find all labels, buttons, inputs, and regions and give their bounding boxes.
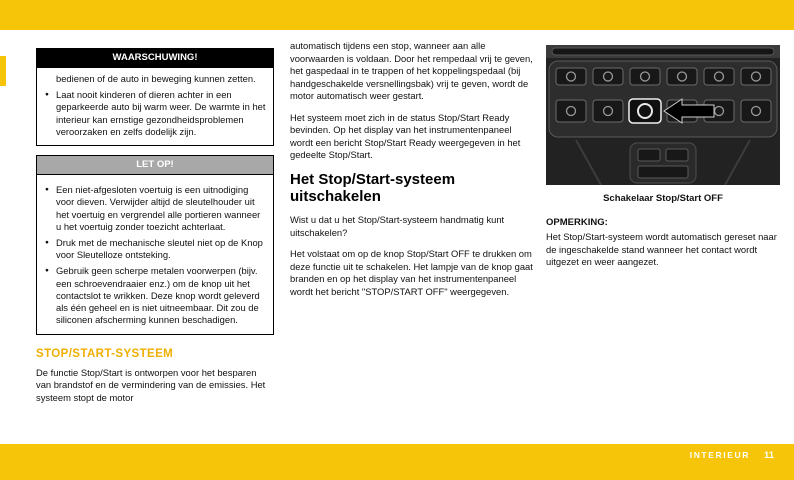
warning-continuation-text: bedienen of de auto in beweging kunnen zetten. xyxy=(56,73,256,84)
figure-caption: Schakelaar Stop/Start OFF xyxy=(603,193,723,204)
stop-start-continued-paragraph: automatisch tijdens een stop, wanneer aan alle voorwaarden is voldaan. Door het rempedaal vrij te geven, het gaspedaal in te trappen of het koppelingspedaal (bij handgeschakelde versnellingsbak) vrij te geven, wordt de motor automatisch weer gestart. xyxy=(290,40,533,101)
footer-section-label: INTERIEUR xyxy=(689,450,750,460)
stop-start-off-button xyxy=(629,99,661,123)
disable-how-paragraph: Het volstaat om op de knop Stop/Start OFF te drukken om deze functie uit te schakelen. Het lampje van de knop gaat branden en op het display van het instrumentenpaneel wordt het bericht "STOP/START OFF" weergegeven. xyxy=(290,248,533,297)
warning-list xyxy=(45,89,267,138)
right-column xyxy=(546,45,780,278)
caution-list-item: ● Druk met de mechanische sleutel niet op de Knop voor Sleutelloze ontsteking. xyxy=(45,237,267,261)
warning-box xyxy=(36,48,274,146)
note-label: OPMERKING: xyxy=(546,217,608,228)
stop-start-intro-paragraph: De functie Stop/Start is ontworpen voor het besparen van brandstof en de vermindering van de emissies. Het systeem stopt de motor xyxy=(36,366,266,403)
footer-page-number: 11 xyxy=(763,450,774,461)
section-edge-tab xyxy=(0,56,6,86)
caution-body xyxy=(36,175,274,334)
caution-list xyxy=(45,184,267,326)
warning-title: WAARSCHUWING! xyxy=(36,48,274,68)
disable-question-paragraph: Wist u dat u het Stop/Start-systeem handmatig kunt uitschakelen? xyxy=(290,214,505,238)
caution-list-item: ● Een niet-afgesloten voertuig is een uitnodiging voor dieven. Verwijder altijd de sleutelhouder uit het voertuig en vergrendel alle portieren wanneer u het voertuig zonder toezicht achterlaat. xyxy=(45,184,267,233)
caution-title: LET OP! xyxy=(36,155,274,175)
dashboard-photo-graphic xyxy=(546,45,780,185)
note-text: Het Stop/Start-systeem wordt automatisch gereset naar de ingeschakelde stand wanneer het contact wordt uitgezet en weer aangezet. xyxy=(546,231,777,267)
left-column xyxy=(36,48,274,413)
footer-bar xyxy=(0,444,794,480)
middle-column xyxy=(290,40,534,307)
caution-list-item: ● Gebruik geen scherpe metalen voorwerpen (bijv. een schroevendraaier enz.) om de knop uit het contactslot te wrikken. Deze knop wordt geleverd als één geheel en is niet uitneembaar. Dit zou de siliconen afscherming kunnen beschadigen. xyxy=(45,265,267,326)
top-accent-bar xyxy=(0,0,794,30)
warning-body xyxy=(36,68,274,146)
caution-box xyxy=(36,155,274,334)
stop-start-section-heading: STOP/START-SYSTEEM xyxy=(36,347,174,360)
stop-start-ready-paragraph: Het systeem moet zich in de status Stop/Start Ready bevinden. Op het display van het instrumentenpaneel wordt een bericht Stop/Start Ready weergegeven in het gedeelte Stop/Start. xyxy=(290,111,521,160)
warning-list-item: ● Laat nooit kinderen of dieren achter in een geparkeerde auto bij warm weer. De warmte in het interieur kan ernstige gezondheidsproblemen veroorzaken en zelfs dodelijk zijn. xyxy=(45,89,267,138)
dashboard-photo xyxy=(546,45,780,185)
disable-section-heading: Het Stop/Start-systeem uitschakelen xyxy=(290,170,456,205)
